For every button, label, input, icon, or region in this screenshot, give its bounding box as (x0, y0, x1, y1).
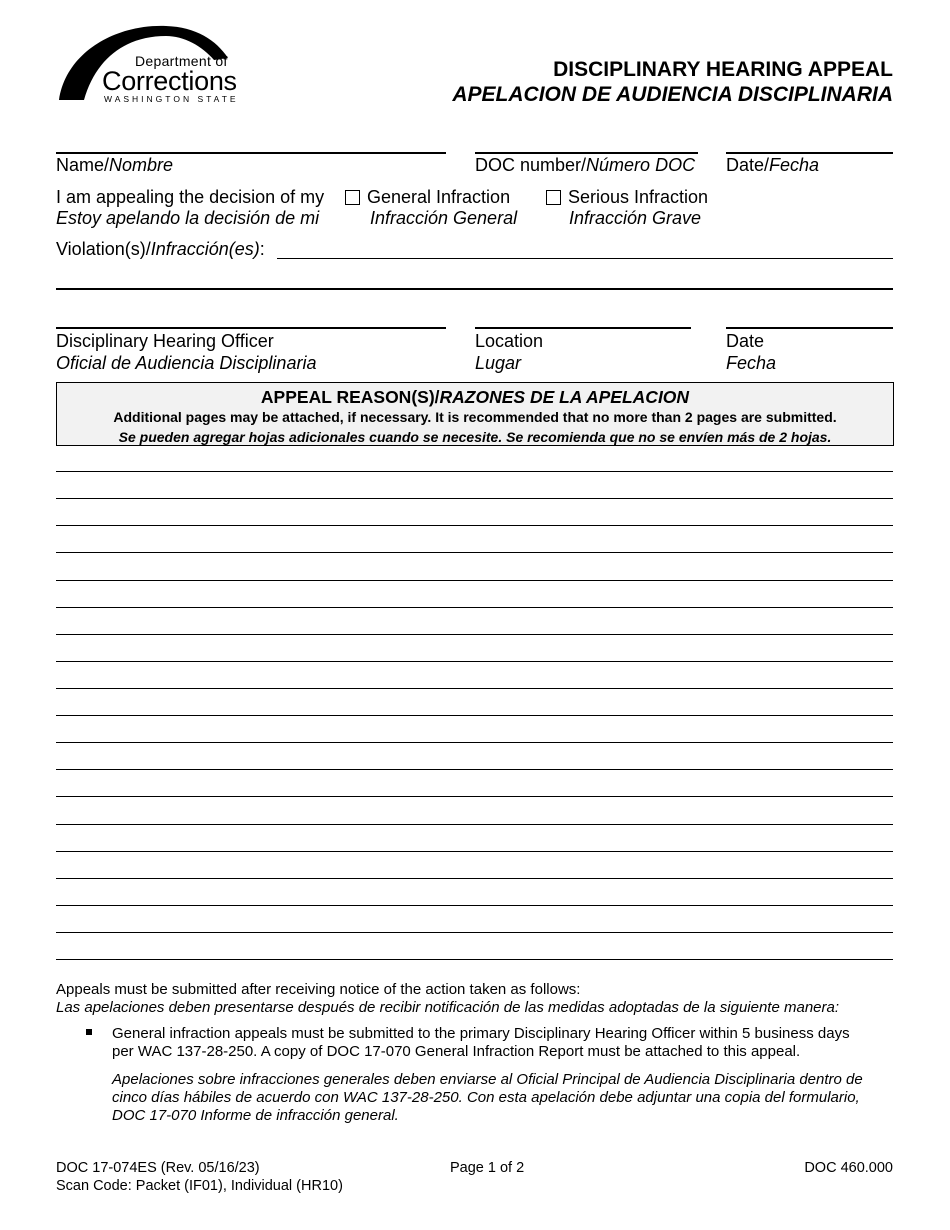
name-label: Name/Nombre (56, 155, 174, 175)
form-title-spanish: APELACION DE AUDIENCIA DISCIPLINARIA (452, 83, 893, 106)
logo-line-department: Department of (135, 53, 228, 69)
violations-label: Violation(s)/Infracción(es): (56, 239, 265, 259)
doc-number-label: DOC number/Número DOC (475, 155, 696, 175)
writing-line[interactable] (56, 905, 893, 906)
appeal-reasons-note-spanish: Se pueden agregar hojas adicionales cuando se necesite. Se recomienda que no se envíen más de 2 hojas. (118, 429, 832, 445)
general-infraction-checkbox[interactable] (345, 190, 360, 205)
appeal-reasons-header-box (56, 382, 894, 446)
agency-logo (56, 22, 256, 106)
writing-line[interactable] (56, 959, 893, 960)
writing-line[interactable] (56, 580, 893, 581)
writing-line[interactable] (56, 471, 893, 472)
logo-line-state: WASHINGTON STATE (104, 94, 239, 104)
footer-page-number: Page 1 of 2 (450, 1160, 525, 1176)
doc-number-input-line[interactable] (475, 152, 698, 154)
form-title-english: DISCIPLINARY HEARING APPEAL (553, 58, 893, 81)
bullet-text-spanish-line-3: DOC 17-070 Informe de infracción general. (112, 1107, 399, 1124)
location-input-line[interactable] (475, 327, 691, 329)
appeal-reasons-heading: APPEAL REASON(S)/RAZONES DE LA APELACION (260, 387, 690, 407)
appeal-reasons-note-english: Additional pages may be attached, if necessary. It is recommended that no more than 2 pages are submitted. (113, 409, 837, 425)
writing-line[interactable] (56, 769, 893, 770)
date-input-line[interactable] (726, 152, 893, 154)
writing-line[interactable] (56, 525, 893, 526)
logo-line-corrections: Corrections (102, 66, 237, 96)
writing-line[interactable] (56, 796, 893, 797)
writing-line[interactable] (56, 634, 893, 635)
hearing-date-input-line[interactable] (726, 327, 893, 329)
hearing-officer-label-spanish: Oficial de Audiencia Disciplinaria (56, 353, 317, 373)
general-infraction-label-spanish: Infracción General (370, 208, 518, 228)
writing-line[interactable] (56, 742, 893, 743)
hearing-date-label: Date (726, 331, 765, 351)
serious-infraction-label: Serious Infraction (568, 187, 709, 207)
name-input-line[interactable] (56, 152, 446, 154)
bullet-text-english-line-1: General infraction appeals must be submitted to the primary Disciplinary Hearing Officer within 5 business days (112, 1025, 850, 1042)
writing-line[interactable] (56, 607, 893, 608)
writing-line[interactable] (56, 878, 893, 879)
instructions-intro-spanish: Las apelaciones deben presentarse después de recibir notificación de las medidas adoptadas de la siguiente manera: (56, 999, 840, 1016)
writing-line[interactable] (56, 688, 893, 689)
location-label: Location (475, 331, 544, 351)
serious-infraction-label-spanish: Infracción Grave (569, 208, 702, 228)
date-label: Date/Fecha (726, 155, 820, 175)
location-label-spanish: Lugar (475, 353, 522, 373)
writing-line[interactable] (56, 824, 893, 825)
hearing-date-label-spanish: Fecha (726, 353, 777, 373)
writing-line[interactable] (56, 851, 893, 852)
serious-infraction-checkbox[interactable] (546, 190, 561, 205)
appeal-decision-label-english: I am appealing the decision of my (56, 187, 325, 207)
footer-policy-number: DOC 460.000 (804, 1160, 893, 1176)
bullet-text-spanish-line-2: cinco días hábiles de acuerdo con WAC 137-28-250. Con esta apelación debe adjuntar una copia del formulario, (112, 1089, 860, 1106)
bullet-text-english-line-2: per WAC 137-28-250. A copy of DOC 17-070 General Infraction Report must be attached to this appeal. (112, 1043, 801, 1060)
writing-line[interactable] (56, 932, 893, 933)
writing-line[interactable] (56, 552, 893, 553)
writing-line[interactable] (56, 661, 893, 662)
violations-input-line-2[interactable] (56, 288, 893, 290)
hearing-officer-input-line[interactable] (56, 327, 446, 329)
bullet-text-spanish-line-1: Apelaciones sobre infracciones generales deben enviarse al Oficial Principal de Audiencia Disciplinaria dentro de (112, 1071, 863, 1088)
bullet-icon (86, 1029, 92, 1035)
footer-form-id: DOC 17-074ES (Rev. 05/16/23) (56, 1160, 260, 1176)
writing-line[interactable] (56, 498, 893, 499)
instructions-intro-english: Appeals must be submitted after receiving notice of the action taken as follows: (56, 981, 581, 998)
footer-scan-code: Scan Code: Packet (IF01), Individual (HR10) (56, 1178, 343, 1194)
violations-input-line[interactable] (277, 258, 893, 259)
writing-line[interactable] (56, 715, 893, 716)
hearing-officer-label: Disciplinary Hearing Officer (56, 331, 274, 351)
general-infraction-label: General Infraction (367, 187, 511, 207)
appeal-decision-label-spanish: Estoy apelando la decisión de mi (56, 208, 320, 228)
